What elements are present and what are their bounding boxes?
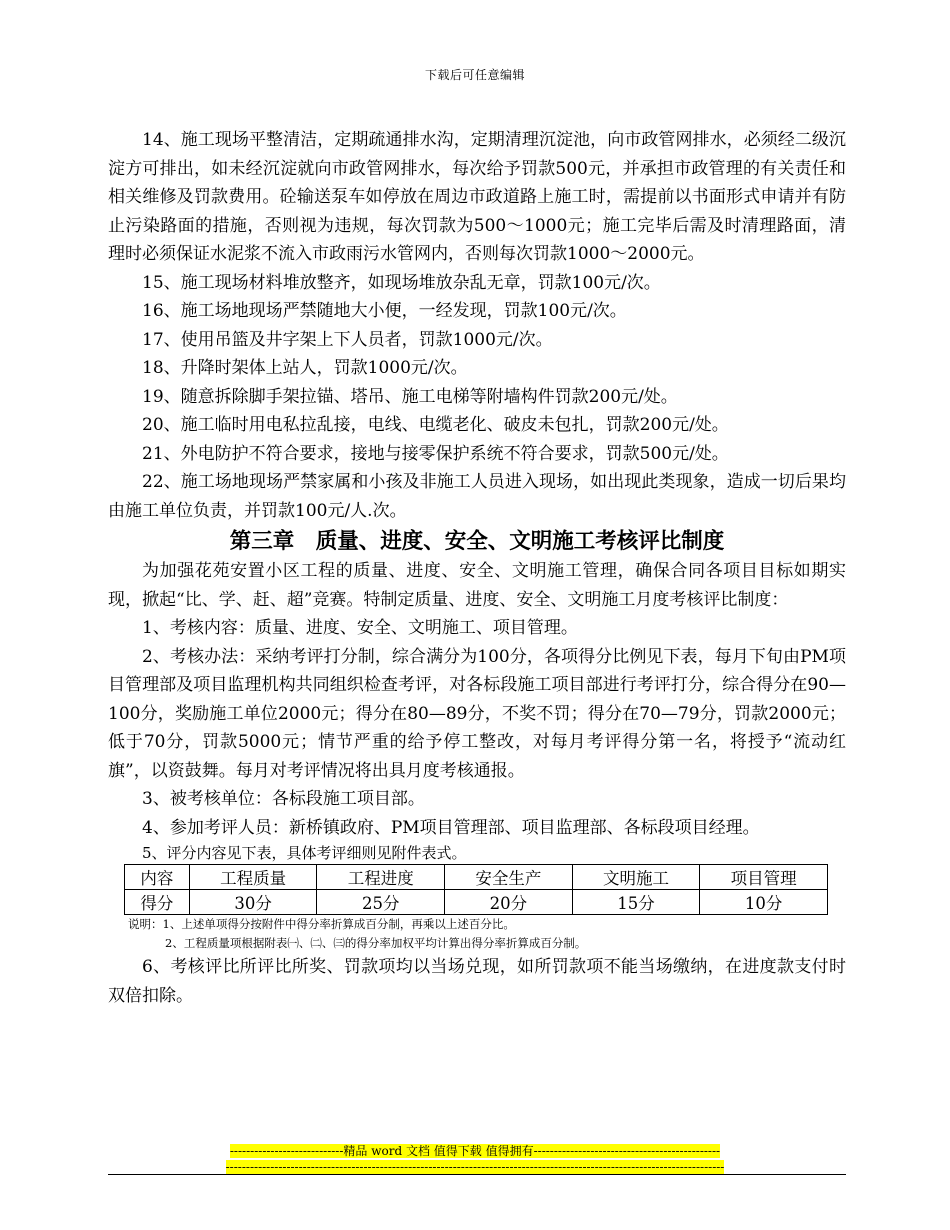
table-cell: 工程进度 — [317, 865, 445, 890]
table-cell: 文明施工 — [572, 865, 700, 890]
table-cell: 安全生产 — [445, 865, 573, 890]
table-note-1: 说明：1、上述单项得分按附件中得分率折算成百分制，再乘以上述百分比。 — [128, 917, 515, 931]
table-row — [125, 890, 828, 915]
table-cell: 工程质量 — [189, 865, 317, 890]
item-14: 14、施工现场平整清洁，定期疏通排水沟，定期清理沉淀池，向市政管网排水，必须经二级沉淀方可排出，如未经沉淀就向市政管网排水，每次给予罚款500元，并承担市政管理的有关责任和相关维修及罚款费用。砼输送泵车如停放在周边市政道路上施工时，需提前以书面形式申请并有防止污染路面的措施，否则视为违规，每次罚款为500～1000元；施工完毕后需及时清理路面，清理时必须保证水泥浆不流入市政雨污水管网内，否则每次罚款1000～2000元。 — [108, 130, 846, 264]
footer-divider — [108, 1174, 846, 1175]
table-header-row — [125, 865, 828, 890]
document-body — [108, 126, 846, 1010]
assessment-item-2: 2、考核办法：采纳考评打分制，综合满分为100分，各项得分比例见下表，每月下旬由PM项目管理部及项目监理机构共同组织检查考评，对各标段施工项目部进行考评打分，综合得分在90—100分，奖励施工单位2000元；得分在80—89分，不奖不罚；得分在70—79分，罚款2000元；低于70分，罚款5000元；情节严重的给予停工整改，对每月考评得分第一名，将授予“流动红旗”，以资鼓舞。每月对考评情况将出具月度考核通报。 — [108, 646, 846, 781]
item-21: 21、外电防护不符合要求，接地与接零保护系统不符合要求，罚款500元/处。 — [142, 443, 729, 464]
score-table — [124, 864, 828, 915]
item-17: 17、使用吊篮及井字架上下人员者，罚款1000元/次。 — [142, 329, 553, 350]
table-cell: 内容 — [125, 865, 190, 890]
table-cell: 25分 — [317, 890, 445, 915]
intro-paragraph: 为加强花苑安置小区工程的质量、进度、安全、文明施工管理，确保合同各项目目标如期实现，掀起“比、学、赶、超”竞赛。特制定质量、进度、安全、文明施工月度考核评比制度： — [108, 561, 846, 610]
assessment-item-6: 6、考核评比所评比所奖、罚款项均以当场兑现，如所罚款项不能当场缴纳，在进度款支付时双倍扣除。 — [108, 957, 846, 1006]
table-cell: 项目管理 — [700, 865, 828, 890]
table-cell: 20分 — [445, 890, 573, 915]
item-20: 20、施工临时用电私拉乱接，电线、电缆老化、破皮未包扎，罚款200元/处。 — [142, 415, 729, 435]
item-15: 15、施工现场材料堆放整齐，如现场堆放杂乱无章，罚款100元/次。 — [142, 272, 661, 293]
assessment-item-3: 3、被考核单位：各标段施工项目部。 — [142, 789, 425, 809]
footer-banner-line-1 — [0, 1143, 950, 1159]
table-cell: 30分 — [189, 890, 317, 915]
assessment-item-4: 4、参加考评人员：新桥镇政府、PM项目管理部、项目监理部、各标段项目经理。 — [142, 817, 760, 838]
footer-text-2: --------------------------------------------------------------------------------------------------------------------------- — [225, 1160, 725, 1174]
footer-banner-line-2 — [0, 1159, 950, 1175]
chapter-title: 第三章 质量、进度、安全、文明施工考核评比制度 — [229, 529, 725, 554]
table-cell: 10分 — [700, 890, 828, 915]
table-cell: 15分 — [572, 890, 700, 915]
footer-text-1: ----------------------------精品 word 文档 值得下载 值得拥有---------------------------------------------- — [229, 1144, 721, 1158]
item-22: 22、施工场地现场严禁家属和小孩及非施工人员进入现场，如出现此类现象，造成一切后果均由施工单位负责，并罚款100元/人.次。 — [108, 472, 846, 521]
table-cell: 得分 — [125, 890, 190, 915]
assessment-item-5: 5、评分内容见下表，具体考评细则见附件表式。 — [142, 844, 467, 862]
page-header: 下载后可任意编辑 — [424, 68, 525, 82]
assessment-item-1: 1、考核内容：质量、进度、安全、文明施工、项目管理。 — [142, 618, 578, 638]
table-note-2: 2、工程质量项根据附表㈠、㈡、㈢的得分率加权平均计算出得分率折算成百分制。 — [165, 936, 587, 950]
item-18: 18、升降时架体上站人，罚款1000元/次。 — [142, 358, 468, 378]
item-16: 16、施工场地现场严禁随地大小便，一经发现，罚款100元/次。 — [142, 301, 627, 321]
item-19: 19、随意拆除脚手架拉锚、塔吊、施工电梯等附墙构件罚款200元/处。 — [142, 386, 678, 407]
